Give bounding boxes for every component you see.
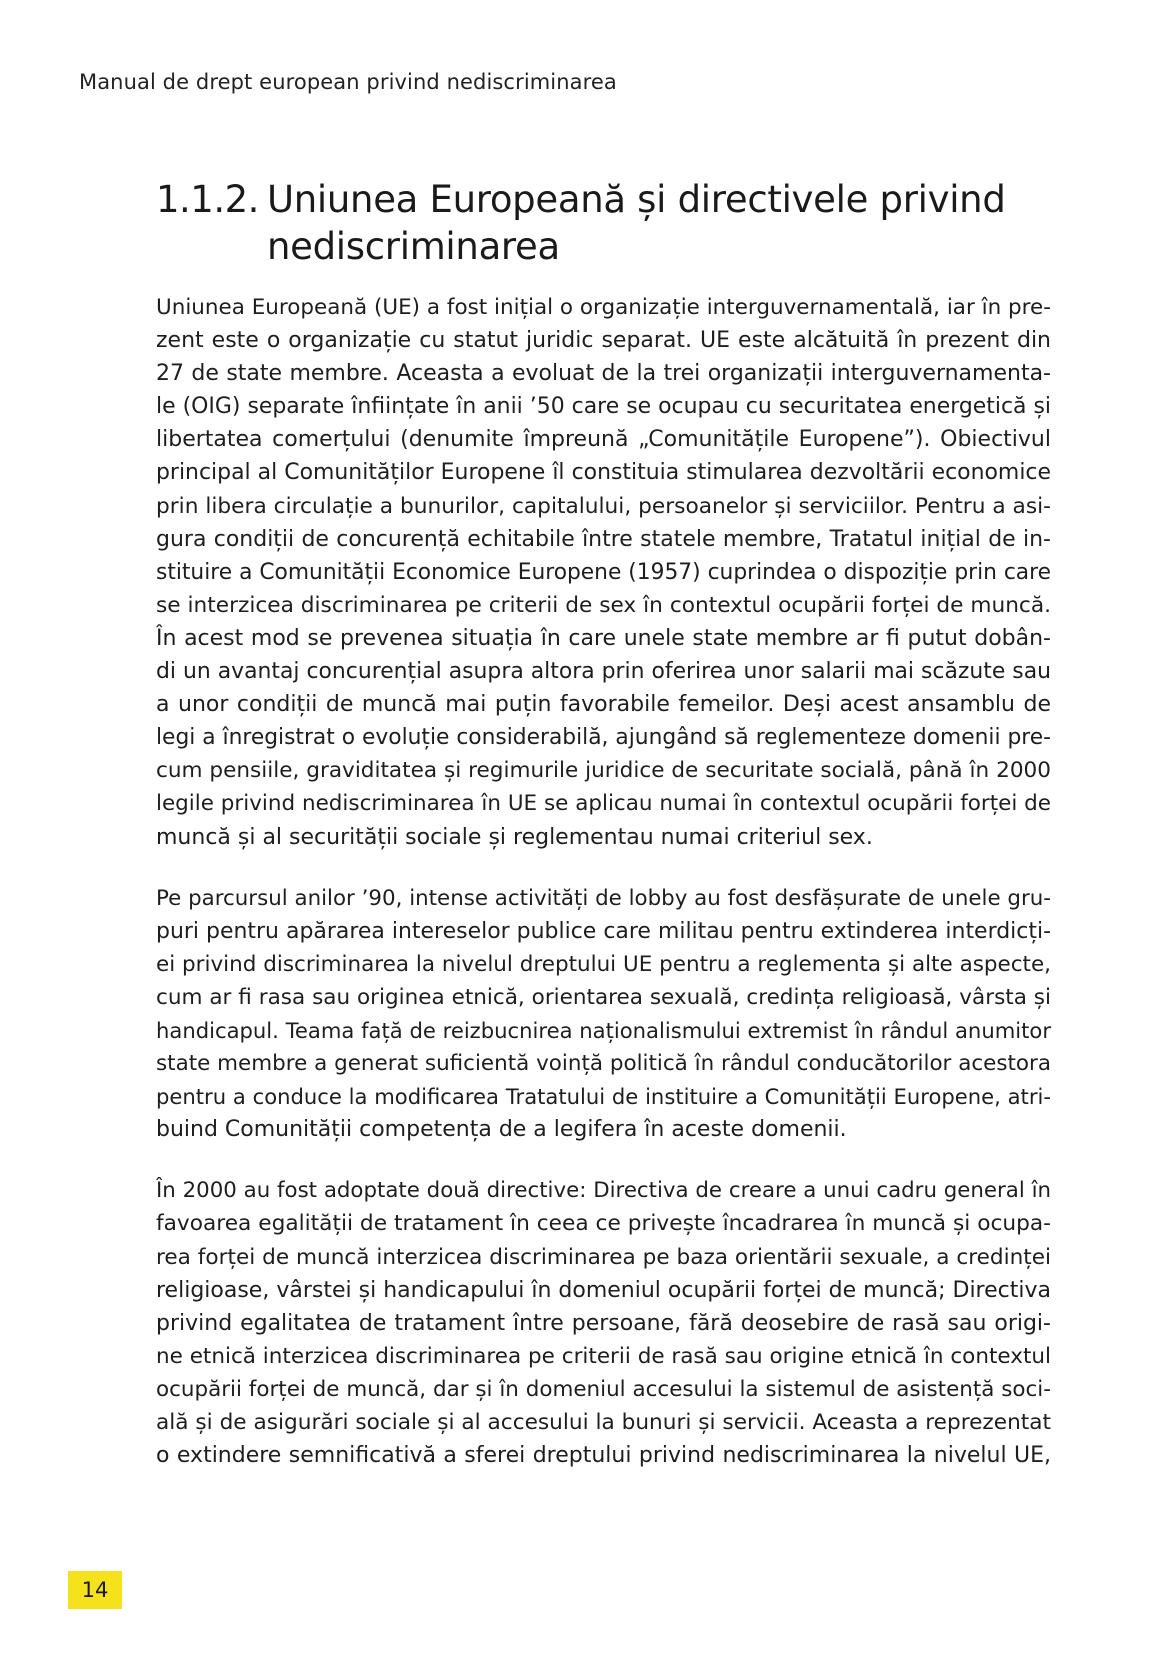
paragraph-line: Uniunea Europeană (UE) a fost inițial o organizație interguvernamentală, iar în pre- [156, 295, 1051, 320]
paragraph-line: legi a înregistrat o evoluție considerabilă, ajungând să reglementeze domenii pre- [156, 725, 1051, 751]
paragraph-line: ne etnică interzicea discriminarea pe criterii de rasă sau origine etnică în contextul [156, 1343, 1051, 1369]
paragraph-line: buind Comunității competența de a legifera în aceste domenii. [156, 1117, 847, 1143]
paragraph-line: libertatea comerțului (denumite împreună „Comunitățile Europene”). Obiectivul [156, 427, 1051, 453]
section-title [267, 176, 1056, 270]
paragraph-line: În acest mod se prevenea situația în care unele state membre ar fi putut dobân- [156, 625, 1051, 651]
page-number: 14 [68, 1571, 122, 1609]
paragraph-line: religioase, vârstei și handicapului în domeniul ocupării forței de muncă; Directiva [156, 1277, 1051, 1303]
paragraph-line: legile privind nediscriminarea în UE se aplicau numai în contextul ocupării forței de [156, 791, 1051, 817]
paragraph-line: În 2000 au fost adoptate două directive: Directiva de creare a unui cadru general în [156, 1178, 1051, 1204]
paragraph-line: di un avantaj concurențial asupra altora prin oferirea unor salarii mai scăzute sau [156, 659, 1051, 685]
paragraph-line: privind egalitatea de tratament între persoane, fără deosebire de rasă sau origi- [156, 1310, 1051, 1336]
section-title-line: nediscriminarea [267, 225, 560, 268]
paragraph-line: principal al Comunităților Europene îl constituia stimularea dezvoltării economice [156, 460, 1051, 486]
paragraph-line: cum pensiile, graviditatea și regimurile juridice de securitate socială, până în 2000 [156, 758, 1051, 784]
paragraph-line: le (OIG) separate înființate în anii ’50 care se ocupau cu securitatea energetică și [156, 394, 1051, 420]
paragraph-line: pentru a conduce la modificarea Tratatului de instituire a Comunității Europene, atri- [156, 1084, 1051, 1110]
paragraph-line: se interzicea discriminarea pe criterii de sex în contextul ocupării forței de muncă. [156, 592, 1051, 618]
paragraph [156, 882, 1051, 1147]
paragraph-line: o extindere semnificativă a sferei dreptului privind nediscriminarea la nivelul UE, [156, 1443, 1051, 1469]
section-number: 1.1.2. [156, 178, 259, 221]
body-text [156, 291, 1051, 1472]
paragraph-line: muncă și al securității sociale și reglementau numai criteriul sex. [156, 824, 873, 850]
paragraph-line: prin libera circulație a bunurilor, capitalului, persoanelor și serviciilor. Pentru a asi- [156, 493, 1051, 519]
section-heading [156, 176, 1056, 270]
paragraph-line: handicapul. Teama față de reizbucnirea naționalismului extremist în rândul anumitor [156, 1017, 1051, 1043]
paragraph-line: a unor condiții de muncă mai puțin favorabile femeilor. Deși acest ansamblu de [156, 692, 1051, 718]
paragraph-line: rea forței de muncă interzicea discriminarea pe baza orientării sexuale, a credinței [156, 1244, 1051, 1270]
paragraph-line: stituire a Comunității Economice Europene (1957) cuprindea o dispoziție prin care [156, 559, 1051, 585]
paragraph-line: Pe parcursul anilor ’90, intense activități de lobby au fost desfășurate de unele gru- [156, 885, 1051, 911]
paragraph-line: cum ar fi rasa sau originea etnică, orientarea sexuală, credința religioasă, vârsta și [156, 984, 1051, 1010]
paragraph-line: favoarea egalității de tratament în ceea ce privește încadrarea în muncă și ocupa- [156, 1211, 1051, 1237]
running-header: Manual de drept european privind nediscriminarea [79, 70, 617, 94]
paragraph [156, 1174, 1051, 1472]
paragraph-line: 27 de state membre. Aceasta a evoluat de la trei organizații interguvernamenta- [156, 361, 1051, 387]
paragraph-line: zent este o organizație cu statut juridic separat. UE este alcătuită în prezent din [156, 328, 1051, 354]
paragraph-line: ală și de asigurări sociale și al accesului la bunuri și servicii. Aceasta a reprezentat [156, 1410, 1051, 1435]
paragraph-line: puri pentru apărarea intereselor publice care militau pentru extinderea interdicți- [156, 918, 1051, 944]
paragraph-line: ei privind discriminarea la nivelul dreptului UE pentru a reglementa și alte aspecte, [156, 951, 1051, 977]
section-title-line: Uniunea Europeană și directivele privind [267, 178, 1006, 221]
paragraph-line: gura condiții de concurență echitabile între statele membre, Tratatul inițial de in- [156, 526, 1051, 552]
paragraph [156, 291, 1051, 854]
paragraph-line: ocupării forței de muncă, dar și în domeniul accesului la sistemul de asistență soci- [156, 1376, 1051, 1402]
paragraph-line: state membre a generat suficientă voință politică în rândul conducătorilor acestora [156, 1051, 1051, 1077]
